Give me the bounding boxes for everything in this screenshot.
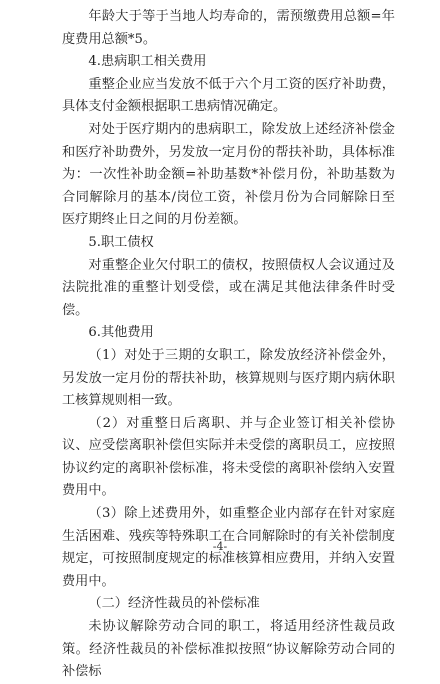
paragraph: 年龄大于等于当地人均寿命的，需预缴费用总额=年度费用总额*5。 (62, 9, 395, 47)
section-heading: 4.患病职工相关费用 (88, 54, 207, 70)
paragraph: （1）对处于三期的女职工，除发放经济补偿金外，另发放一定月份的帮扶补助，核算规则与医疗期内病休职工核算规则相一致。 (62, 347, 395, 409)
paragraph: 对重整企业欠付职工的债权，按照债权人会议通过及法院批准的重整计划受偿，或在满足其他法律条件时受偿。 (62, 257, 395, 318)
page-number: -4- (212, 540, 228, 553)
paragraph: 对处于医疗期内的患病职工，除发放上述经济补偿金和医疗补助费外，另发放一定月份的帮扶补助，具体标准为：一次性补助金额=补助基数*补偿月份，补助基数为合同解除月的基本/岗位工资，补偿月份为合同解除日至医疗期终止日之间的月份差额。 (62, 121, 395, 228)
paragraph: 重整企业应当发放不低于六个月工资的医疗补助费，具体支付金额根据职工患病情况确定。 (62, 76, 395, 115)
paragraph: 未协议解除劳动合同的职工，将适用经济性裁员政策。经济性裁员的补偿标准拟按照“协议解除劳动合同的补偿标 (62, 619, 395, 680)
paragraph: （2）对重整日后离职、并与企业签订相关补偿协议、应受偿离职补偿但实际并未受偿的离职员工，应按照协议约定的离职补偿标准，将未受偿的离职补偿纳入安置费用中。 (62, 415, 395, 499)
paragraph: （3）除上述费用外，如重整企业内部存在针对家庭生活困难、残疾等特殊职工在合同解除时的有关补偿制度规定，可按照制度规定的标准核算相应费用，并纳入安置费用中。 (62, 506, 395, 589)
section-heading: 5.职工债权 (88, 234, 154, 250)
body-text (62, 6, 395, 684)
section-heading: 6.其他费用 (88, 325, 154, 341)
section-heading: （二）经济性裁员的补偿标准 (88, 596, 260, 612)
